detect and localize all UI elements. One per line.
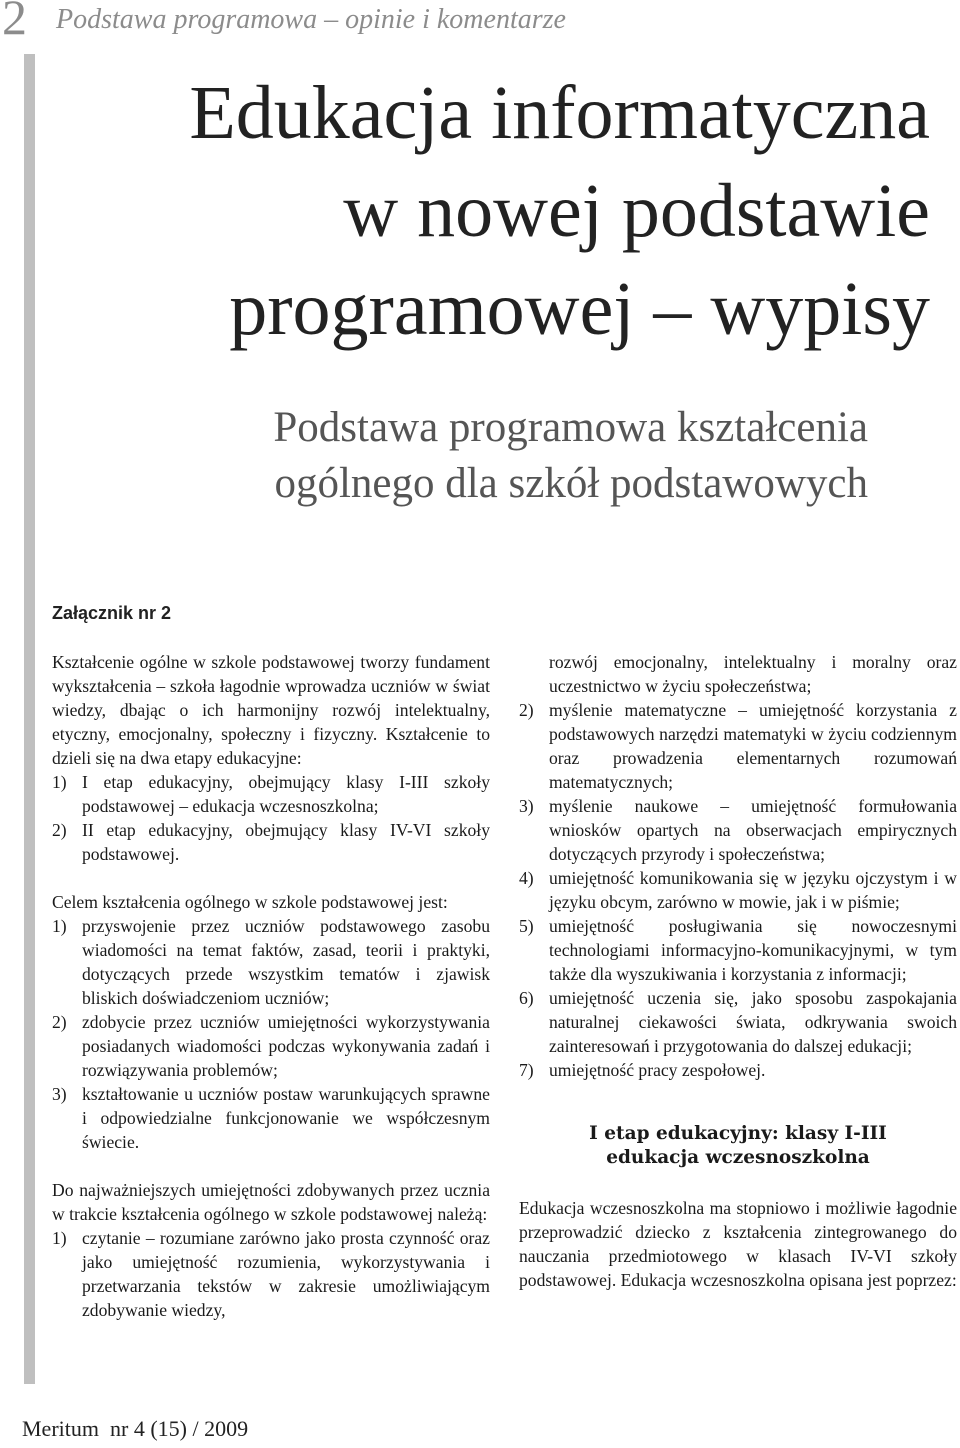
list-text: umiejętność komunikowania się w języku ojczystym i w języku obcym, zarówno w mowie, jak i w piśmie;: [549, 868, 957, 912]
goals-paragraph: Celem kształcenia ogólnego w szkole podstawowej jest:: [52, 892, 448, 912]
list-item: [52, 914, 490, 1010]
list-text: umiejętność uczenia się, jako sposobu zaspokajania naturalnej ciekawości świata, odkrywania swoich zainteresowań i przygotowania do dalszej edukacji;: [549, 988, 957, 1056]
stages-list: [52, 770, 490, 866]
list-text: czytanie – rozumiane zarówno jako prosta czynność oraz jako umiejętność rozumienia, wykorzystywania i przetwarzania tekstów w zakresie umożliwiającym zdobywanie wiedzy,: [82, 1228, 490, 1320]
goals-list: [52, 914, 490, 1154]
running-head: Podstawa programowa – opinie i komentarze: [56, 4, 566, 35]
list-number: 6): [519, 988, 534, 1008]
section-heading-line: edukacja wczesnoszkolna: [606, 1147, 870, 1168]
list-text: kształtowanie u uczniów postaw warunkujących sprawne i odpowiedzialne funkcjonowanie we współczesnym świecie.: [82, 1084, 490, 1152]
list-item: [519, 794, 957, 866]
title-line: programowej – wypisy: [229, 267, 930, 351]
list-number: 2): [519, 700, 534, 720]
footer: [22, 1416, 248, 1442]
list-number: 2): [52, 1012, 67, 1032]
subtitle-line: ogólnego dla szkół podstawowych: [274, 460, 868, 507]
list-item: [519, 698, 957, 794]
list-number: 2): [52, 820, 67, 840]
left-column: [52, 650, 490, 1322]
list-text: II etap edukacyjny, obejmujący klasy IV-VI szkoły podstawowej.: [82, 820, 490, 864]
list-text: myślenie naukowe – umiejętność formułowania wniosków opartych na obserwacjach empirycznych dotyczących przyrody i społeczeństwa;: [549, 796, 957, 864]
skills-paragraph: Do najważniejszych umiejętności zdobywanych przez ucznia w trakcie kształcenia ogólnego w szkole podstawowej należą:: [52, 1180, 490, 1224]
list-continuation: rozwój emocjonalny, intelektualny i moralny oraz uczestnictwo w życiu społeczeństwa;: [549, 652, 957, 696]
title-line: Edukacja informatyczna: [189, 71, 930, 155]
journal-name: Meritum: [22, 1416, 99, 1441]
section-heading: [519, 1122, 957, 1170]
skills-list-continued: [519, 698, 957, 1082]
list-number: 1): [52, 1228, 67, 1248]
skills-list: [52, 1226, 490, 1322]
list-text: umiejętność pracy zespołowej.: [549, 1060, 766, 1080]
page-title: [30, 64, 930, 358]
list-item: [52, 1226, 490, 1322]
annex-label: Załącznik nr 2: [52, 603, 172, 623]
list-number: 4): [519, 868, 534, 888]
list-text: przyswojenie przez uczniów podstawowego zasobu wiadomości na temat faktów, zasad, teorii i praktyki, dotyczących przede wszystkim tematów i zjawisk bliskich doświadczeniom uczniów;: [82, 916, 490, 1008]
list-item: [519, 866, 957, 914]
list-item: [52, 1010, 490, 1082]
list-number: 5): [519, 916, 534, 936]
list-number: 3): [519, 796, 534, 816]
intro-paragraph: Kształcenie ogólne w szkole podstawowej tworzy fundament wykształcenia – szkoła łagodnie wprowadza uczniów w świat wiedzy, dbając o ich harmonijny rozwój intelektualny, etyczny, emocjonalny, społeczny i fizyczny. Kształcenie to dzieli się na dwa etapy edukacyjne:: [52, 652, 490, 768]
list-item: [52, 770, 490, 818]
list-text: umiejętność posługiwania się nowoczesnymi technologiami informacyjno-komunikacyjnymi, w tym także dla wyszukiwania i korzystania z informacji;: [549, 916, 957, 984]
section-paragraph: Edukacja wczesnoszkolna ma stopniowo i możliwie łagodnie przeprowadzić dziecko z kształcenia zintegrowanego do nauczania przedmiotowego w klasach IV-VI szkoły podstawowej. Edukacja wczesnoszkolna opisana jest poprzez:: [519, 1198, 957, 1290]
title-line: w nowej podstawie: [343, 169, 930, 253]
list-item: [52, 1082, 490, 1154]
page-number: 2: [2, 0, 27, 45]
list-number: 1): [52, 772, 67, 792]
section-heading-line: I etap edukacyjny: klasy I-III: [589, 1123, 887, 1144]
subtitle: [68, 400, 868, 512]
list-text: myślenie matematyczne – umiejętność korzystania z podstawowych narzędzi matematyki w życiu codziennym oraz prowadzenia elementarnych rozumowań matematycznych;: [549, 700, 957, 792]
list-number: 1): [52, 916, 67, 936]
list-number: 7): [519, 1060, 534, 1080]
issue-label: nr 4 (15) / 2009: [110, 1416, 249, 1441]
list-item: [519, 986, 957, 1058]
list-item: [52, 818, 490, 866]
list-item: [519, 914, 957, 986]
subtitle-line: Podstawa programowa kształcenia: [273, 404, 868, 451]
right-column: [519, 650, 957, 1292]
list-item: [519, 1058, 957, 1082]
list-text: zdobycie przez uczniów umiejętności wykorzystywania posiadanych wiadomości podczas wykonywania zadań i rozwiązywania problemów;: [82, 1012, 490, 1080]
list-text: I etap edukacyjny, obejmujący klasy I-III szkoły podstawowej – edukacja wczesnoszkolna;: [82, 772, 490, 816]
list-number: 3): [52, 1084, 67, 1104]
